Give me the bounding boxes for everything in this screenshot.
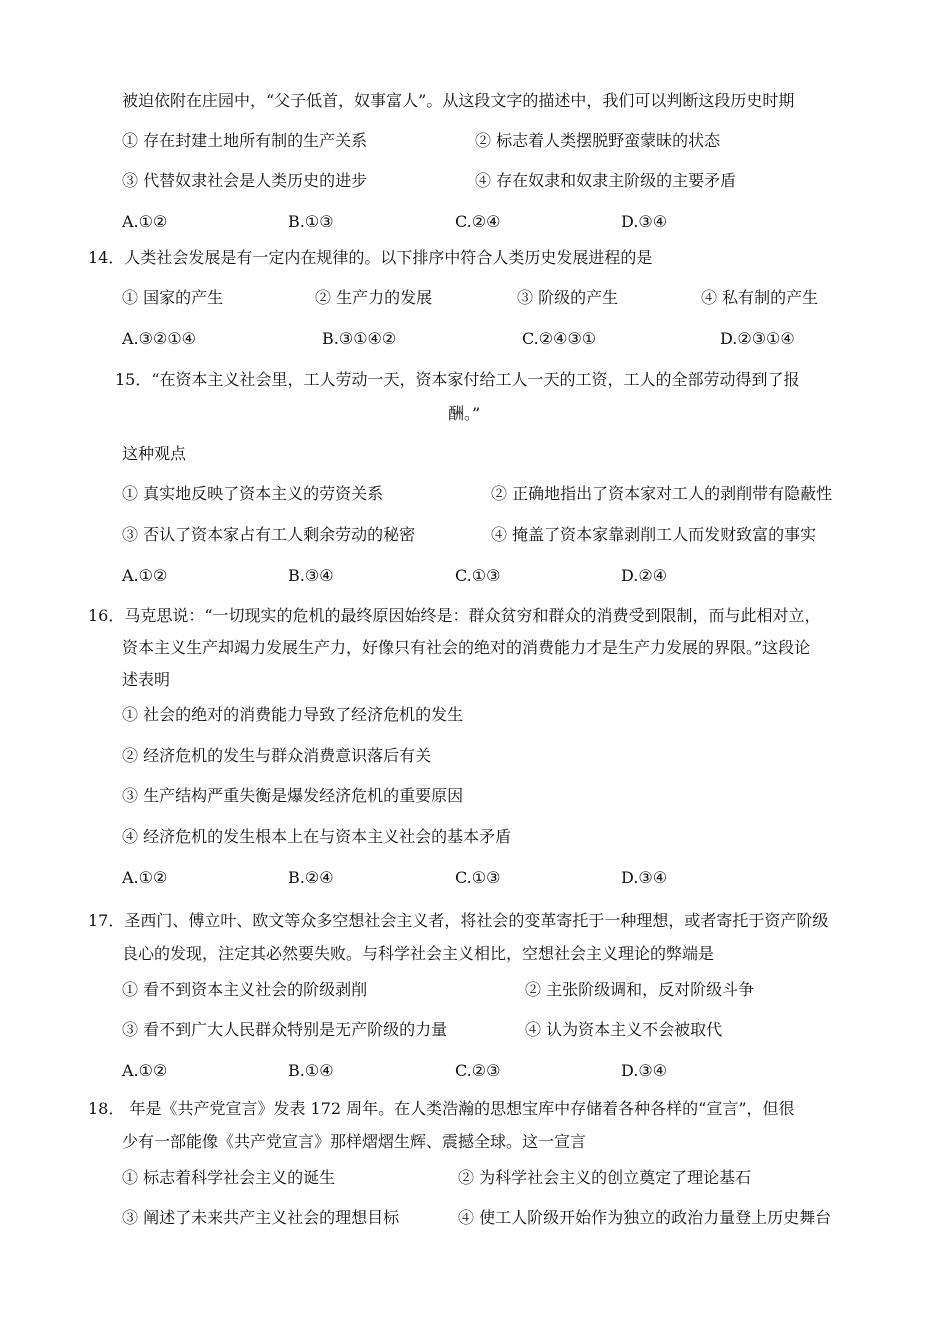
q17-stem-line2: 良心的发现，注定其必然要失败。与科学社会主义相比，空想社会主义理论的弊端是 — [122, 944, 715, 963]
q15-option-2: ② 正确地指出了资本家对工人的剥削带有隐蔽性 — [491, 484, 833, 503]
q18-stem-line1: 18． 年是《共产党宣言》发表 172 周年。在人类浩瀚的思想宝库中存储着各种各样的“宣言”，但很 — [88, 1099, 795, 1118]
q17-option-1: ① 看不到资本主义社会的阶级剥削 — [122, 980, 368, 999]
q13-option-3: ③ 代替奴隶社会是人类历史的进步 — [122, 171, 368, 190]
q14-option-1: ① 国家的产生 — [122, 288, 224, 307]
q16-stem-line3: 述表明 — [122, 670, 171, 689]
q18-stem-line2: 少有一部能像《共产党宣言》那样熠熠生辉、震撼全球。这一宣言 — [122, 1132, 587, 1151]
q16-option-4: ④ 经济危机的发生根本上在与资本主义社会的基本矛盾 — [122, 827, 512, 846]
q15-answer-c: C.①③ — [455, 566, 501, 585]
q14-answer-d: D.②③①④ — [720, 329, 795, 348]
q13-answers — [0, 211, 950, 233]
q13-answer-c: C.②④ — [455, 212, 501, 231]
q18-option-4: ④ 使工人阶级开始作为独立的政治力量登上历史舞台 — [458, 1208, 832, 1227]
q13-answer-b: B.①③ — [288, 212, 334, 231]
q14-answer-b: B.③①④② — [322, 329, 397, 348]
q15-options-row2 — [0, 524, 950, 546]
q14-option-4: ④ 私有制的产生 — [701, 288, 819, 307]
q14-answer-c: C.②④③① — [522, 329, 597, 348]
q15-answer-d: D.②④ — [621, 566, 668, 585]
q13-answer-d: D.③④ — [621, 212, 668, 231]
q17-option-2: ② 主张阶级调和，反对阶级斗争 — [525, 980, 755, 999]
q13-options-row2 — [0, 170, 950, 192]
q15-answer-a: A.①② — [122, 566, 168, 585]
q17-answer-d: D.③④ — [621, 1061, 668, 1080]
q14-answers — [0, 328, 950, 350]
q16-answer-a: A.①② — [122, 868, 168, 887]
q17-answers — [0, 1060, 950, 1082]
q16-option-1: ① 社会的绝对的消费能力导致了经济危机的发生 — [122, 705, 464, 724]
q17-answer-c: C.②③ — [455, 1061, 501, 1080]
q15-options-row1 — [0, 483, 950, 505]
q15-stem-line2: 酬。” — [448, 404, 481, 423]
q16-option-2: ② 经济危机的发生与群众消费意识落后有关 — [122, 746, 432, 765]
q13-answer-a: A.①② — [122, 212, 168, 231]
q17-option-3: ③ 看不到广大人民群众特别是无产阶级的力量 — [122, 1020, 448, 1039]
q17-option-4: ④ 认为资本主义不会被取代 — [525, 1020, 723, 1039]
q17-options-row1 — [0, 979, 950, 1001]
q18-option-1: ① 标志着科学社会主义的诞生 — [122, 1168, 336, 1187]
q16-option-3: ③ 生产结构严重失衡是爆发经济危机的重要原因 — [122, 786, 464, 805]
q14-stem: 14．人类社会发展是有一定内在规律的。以下排序中符合人类历史发展进程的是 — [88, 248, 653, 267]
q18-options-row2 — [0, 1207, 950, 1229]
q13-option-1: ① 存在封建土地所有制的生产关系 — [122, 131, 368, 150]
q13-options-row1 — [0, 130, 950, 152]
q15-stem-line1: 15．“在资本主义社会里，工人劳动一天，资本家付给工人一天的工资，工人的全部劳动得到了报 — [115, 370, 800, 389]
q16-answer-d: D.③④ — [621, 868, 668, 887]
q17-stem-line1: 17．圣西门、傅立叶、欧文等众多空想社会主义者，将社会的变革寄托于一种理想，或者寄托于资产阶级 — [88, 911, 829, 930]
q15-option-1: ① 真实地反映了资本主义的劳资关系 — [122, 484, 384, 503]
q17-answer-a: A.①② — [122, 1061, 168, 1080]
q16-answer-b: B.②④ — [288, 868, 334, 887]
q15-stem-line3: 这种观点 — [122, 444, 187, 463]
q13-option-2: ② 标志着人类摆脱野蛮蒙昧的状态 — [475, 131, 721, 150]
q14-answer-a: A.③②①④ — [122, 329, 197, 348]
q17-options-row2 — [0, 1019, 950, 1041]
q15-answers — [0, 565, 950, 587]
q18-option-3: ③ 阐述了未来共产主义社会的理想目标 — [122, 1208, 400, 1227]
q16-answers — [0, 867, 950, 889]
q14-option-3: ③ 阶级的产生 — [517, 288, 619, 307]
q13-stem-tail: 被迫依附在庄园中，“父子低首，奴事富人”。从这段文字的描述中，我们可以判断这段历史时期 — [122, 91, 795, 110]
q16-stem-line2: 资本主义生产却竭力发展生产力，好像只有社会的绝对的消费能力才是生产力发展的界限。”这段论 — [122, 638, 811, 657]
q13-option-4: ④ 存在奴隶和奴隶主阶级的主要矛盾 — [475, 171, 737, 190]
q15-option-3: ③ 否认了资本家占有工人剩余劳动的秘密 — [122, 525, 416, 544]
q16-stem-line1: 16．马克思说：“一切现实的危机的最终原因始终是：群众贫穷和群众的消费受到限制，而与此相对立， — [88, 606, 821, 625]
q15-answer-b: B.③④ — [288, 566, 334, 585]
q16-answer-c: C.①③ — [455, 868, 501, 887]
q14-option-2: ② 生产力的发展 — [315, 288, 433, 307]
q18-option-2: ② 为科学社会主义的创立奠定了理论基石 — [458, 1168, 752, 1187]
q17-answer-b: B.①④ — [288, 1061, 334, 1080]
q18-options-row1 — [0, 1167, 950, 1189]
q14-options — [0, 287, 950, 309]
q15-option-4: ④ 掩盖了资本家靠剥削工人而发财致富的事实 — [491, 525, 817, 544]
